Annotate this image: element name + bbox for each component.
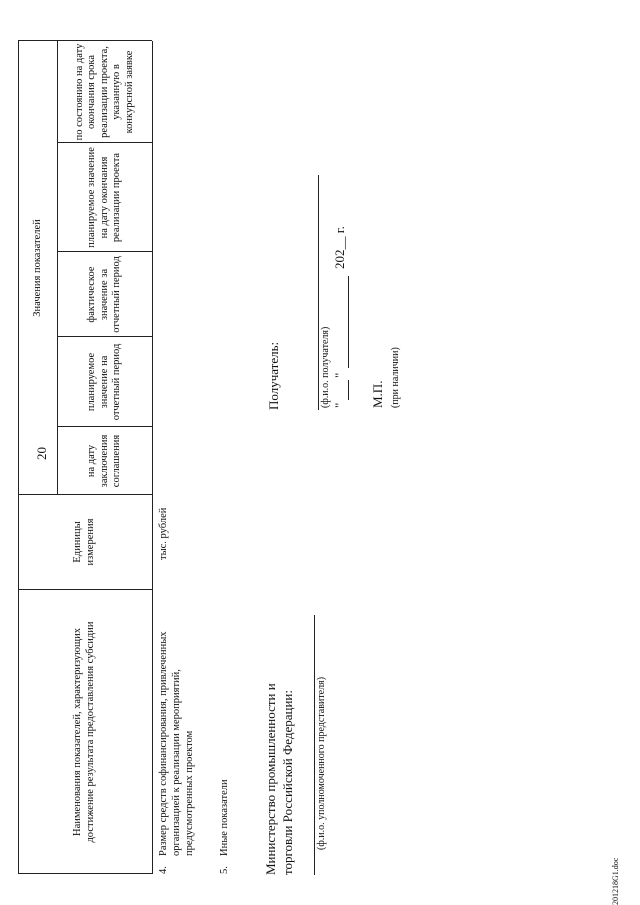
- recipient-caption: (ф.и.о. получателя): [320, 326, 331, 408]
- row-4-number: 4.: [158, 866, 169, 874]
- ministry-signature-line: [314, 615, 315, 875]
- ministry-caption: (ф.и.о. уполномоченного представителя): [316, 676, 327, 850]
- row-4-text: Размер средств софинансирования, привлеченных организацией к реализации мероприятий, предусмотренных проектом: [158, 631, 195, 856]
- header-unit: Единицы измерения: [72, 518, 96, 566]
- row-4-unit: тыс. рублей: [158, 507, 169, 560]
- table-col-line-7: [57, 142, 152, 143]
- table-col-line-2: [18, 589, 152, 590]
- seal-note: (при наличии): [390, 347, 401, 408]
- table-col-line-4: [57, 426, 152, 427]
- subheader-as-of-end: по состоянию на дату окончания срока реализации проекта, указанную в конкурсной заявке: [73, 43, 135, 141]
- table-col-line-5: [57, 336, 152, 337]
- subheader-at-signing: на дату заключения соглашения: [86, 434, 123, 488]
- header-indicator-name: Наименования показателей, характеризующих достижение результата предоставления субсидии: [72, 621, 96, 843]
- footer-filename: 201218G1.doc: [611, 857, 620, 905]
- recipient-signature-line: [318, 175, 319, 410]
- page-number: 20: [34, 447, 49, 460]
- table-col-line-8: [18, 40, 152, 41]
- subheader-planned-period: планируемое значение на отчетный период: [86, 343, 123, 421]
- date-quote-close: ": [332, 372, 347, 378]
- table-header-bottom: [152, 41, 153, 874]
- seal-label: М.П.: [370, 380, 385, 408]
- table-col-line-1: [18, 873, 152, 874]
- header-values-group: Значения показателей: [31, 219, 43, 317]
- table-col-line-6: [57, 251, 152, 252]
- table-col-line-3: [18, 494, 152, 495]
- row-5-number: 5.: [219, 866, 230, 874]
- ministry-label: Министерство промышленности и торговли Российской Федерации:: [263, 683, 295, 875]
- subheader-planned-end: планируемое значение на дату окончания реализации проекта: [86, 147, 123, 248]
- recipient-label: Получатель:: [266, 341, 281, 410]
- date-day-line: [348, 380, 349, 400]
- date-quote-open: ": [332, 402, 347, 408]
- date-month-line: [348, 276, 349, 368]
- subheader-actual-period: фактическое значение за отчетный период: [86, 256, 123, 333]
- row-5-text: Иные показатели: [219, 779, 230, 856]
- table-top-border: [18, 41, 19, 874]
- date-year: 202__ г.: [332, 226, 347, 269]
